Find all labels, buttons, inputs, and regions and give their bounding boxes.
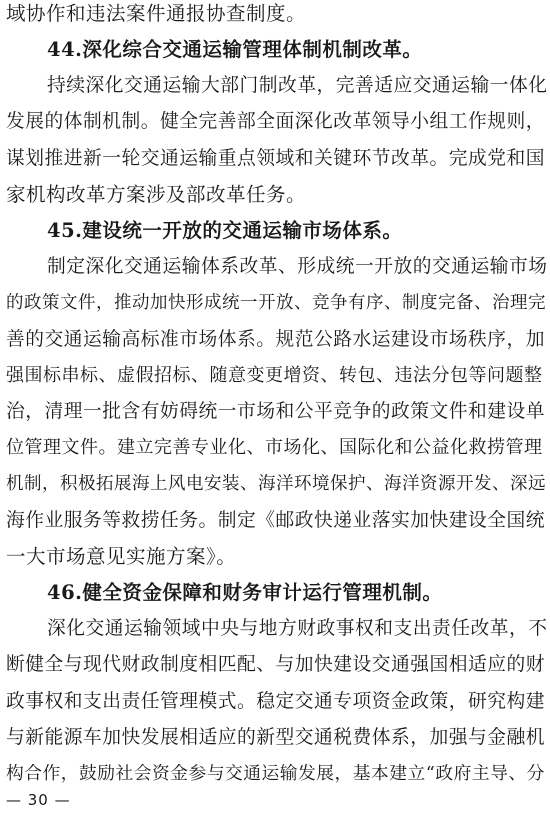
text-line: 一大市场意见实施方案》。 [6, 545, 237, 568]
page-number: — 30 — [6, 791, 71, 809]
text-line: 善的交通运输高标准市场体系。规范公路水运建设市场秩序，加 [6, 329, 545, 350]
text-line: 断健全与现代财政制度相匹配、与加快建设交通强国相适应的财 [6, 654, 545, 675]
section-heading: 45.建设统一开放的交通运输市场体系。 [47, 219, 403, 242]
text-line: 深化交通运输领域中央与地方财政事权和支出责任改革，不 [47, 618, 548, 639]
text-line: 构合作，鼓励社会资金参与交通运输发展，基本建立“政府主导、分 [6, 764, 545, 784]
text-line: 机制，积极拓展海上风电安装、海洋环境保护、海洋资源开发、深远 [6, 474, 546, 494]
text-line: 治，清理一批含有妨碍统一市场和公平竞争的政策文件和建设单 [6, 401, 545, 422]
text-line: 域协作和违法案件通报协查制度。 [6, 2, 307, 25]
text-line: 政事权和支出责任管理模式。稳定交通专项资金政策，研究构建 [6, 691, 545, 712]
text-line: 海作业服务等救捞任务。制定《邮政快递业落实加快建设全国统 [6, 510, 545, 531]
text-line: 强围标串标、虚假招标、随意变更增资、转包、违法分包等问题整 [6, 365, 543, 386]
section-heading: 44.深化综合交通运输管理体制机制改革。 [47, 38, 423, 61]
text-line: 家机构改革方案涉及部改革任务。 [6, 183, 307, 206]
text-line: 与新能源车加快发展相适应的新型交通税费体系，加强与金融机 [6, 727, 545, 748]
text-line: 制定深化交通运输体系改革、形成统一开放的交通运输市场 [47, 256, 548, 277]
text-line: 位管理文件。建立完善专业化、市场化、国际化和公益化救捞管理 [6, 437, 543, 458]
text-line: 谋划推进新一轮交通运输重点领域和关键环节改革。完成党和国 [6, 148, 545, 169]
section-heading: 46.健全资金保障和财务审计运行管理机制。 [47, 581, 443, 604]
text-line: 的政策文件，推动加快形成统一开放、竞争有序、制度完备、治理完 [6, 293, 546, 313]
text-line: 发展的体制机制。健全完善部全面深化改革领导小组工作规则， [6, 111, 545, 132]
text-line: 持续深化交通运输大部门制改革，完善适应交通运输一体化 [47, 75, 548, 96]
